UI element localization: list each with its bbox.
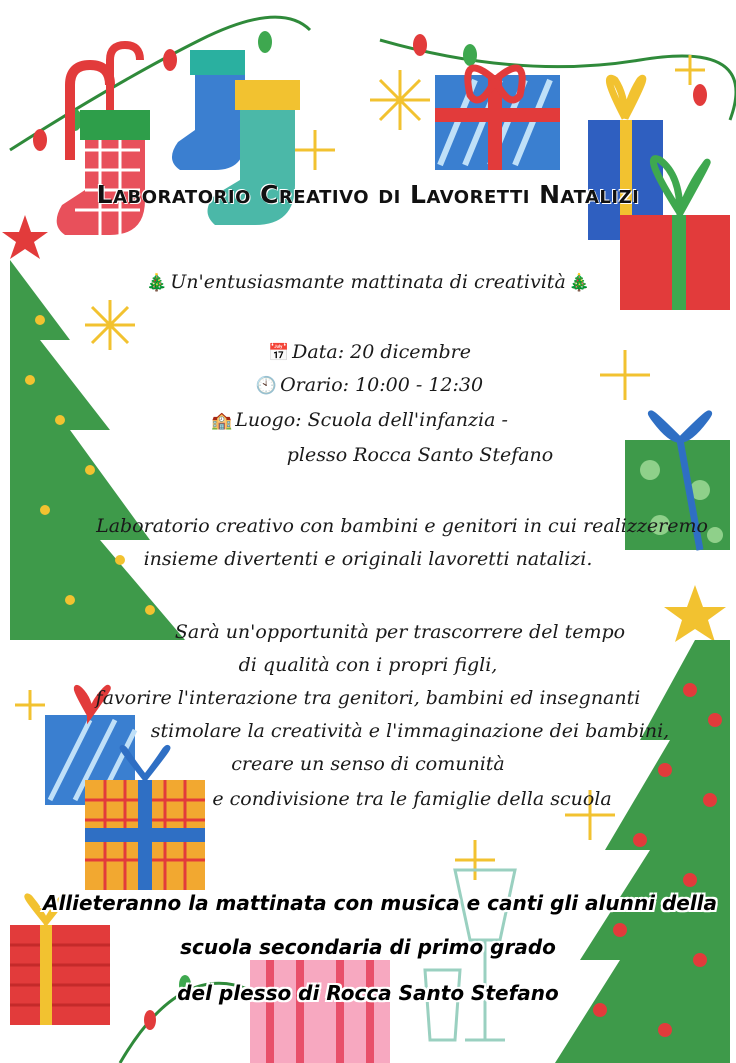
benefit-line: e condivisione tra le famiglie della scuola [212, 788, 612, 810]
benefit-line: creare un senso di comunità [231, 753, 505, 775]
description-line: insieme divertenti e originali lavoretti natalizi. [143, 548, 593, 570]
christmas-tree-icon: 🎄 [568, 273, 590, 293]
benefit-line: di qualità con i propri figli, [238, 654, 498, 676]
subtitle-line [0, 270, 736, 295]
closing-line: del plesso di Rocca Santo Stefano [177, 981, 559, 1005]
christmas-tree-icon: 🎄 [146, 273, 168, 293]
subtitle: Un'entusiasmante mattinata di creatività [170, 271, 566, 293]
event-date: Data: 20 dicembre [292, 341, 471, 363]
page-title: Laboratorio Creativo di Lavoretti Natalizi [96, 180, 640, 209]
stocking-blue-icon [172, 50, 245, 170]
event-place: Luogo: Scuola dell'infanzia - [235, 409, 508, 431]
school-icon: 🏫 [211, 411, 233, 431]
calendar-icon: 📅 [268, 343, 290, 363]
time-line [0, 373, 736, 398]
gift-pink-icon [250, 960, 390, 1063]
event-time: Orario: 10:00 - 12:30 [280, 374, 484, 396]
date-line [0, 340, 736, 365]
benefit-line: favorire l'interazione tra genitori, bambini ed insegnanti [95, 687, 641, 709]
clock-icon: 🕙 [255, 376, 278, 396]
gift-blue-icon [435, 68, 560, 170]
event-place-detail: plesso Rocca Santo Stefano [286, 444, 554, 466]
closing-line: scuola secondaria di primo grado [180, 935, 556, 959]
star-red-icon [2, 215, 48, 259]
benefit-line: Sarà un'opportunità per trascorrere del tempo [174, 621, 626, 643]
closing-line: Allieteranno la mattinata con musica e canti gli alunni della [42, 891, 718, 915]
benefit-line: stimolare la creatività e l'immaginazione dei bambini, [150, 720, 670, 742]
description-line: Laboratorio creativo con bambini e genitori in cui realizzeremo [96, 515, 708, 537]
place-line [0, 408, 726, 433]
